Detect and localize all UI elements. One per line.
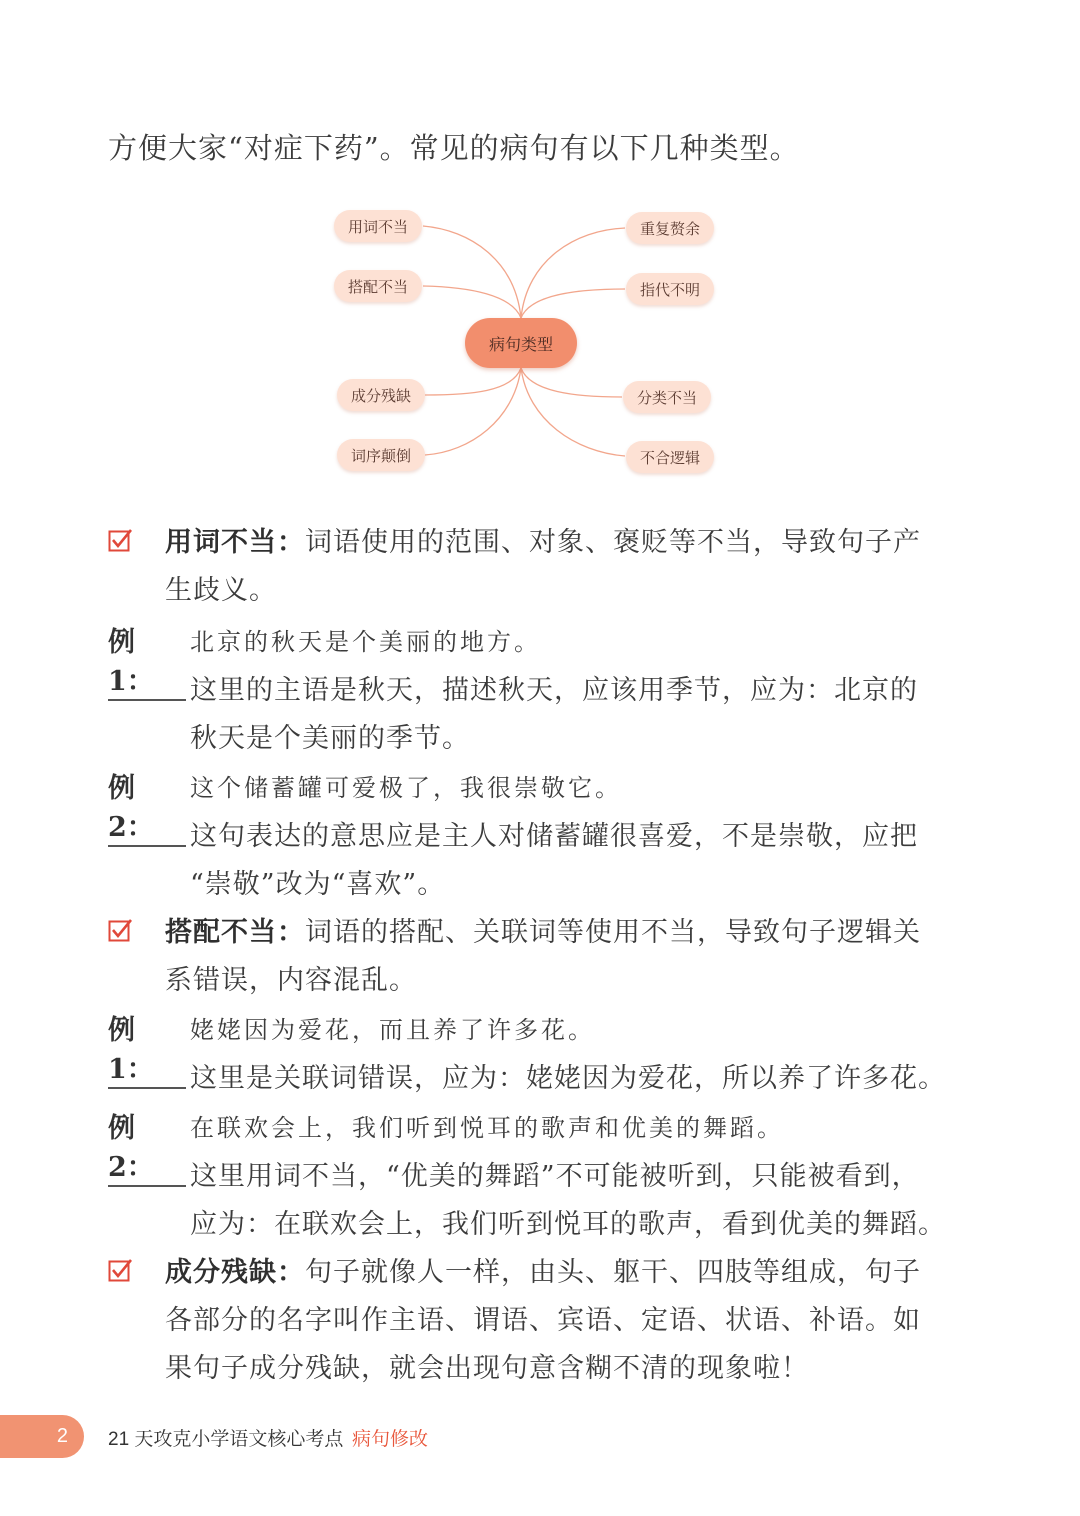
section-3-term: 成分残缺： bbox=[165, 1257, 305, 1288]
book-title: 21 天攻克小学语文核心考点 bbox=[108, 1429, 344, 1450]
mindmap-node-left-1: 用词不当 bbox=[334, 210, 422, 242]
example-label: 例 2： bbox=[108, 1106, 186, 1187]
section-3-line-3: 果句子成分残缺，就会出现句意含糊不清的现象啦！ bbox=[165, 1353, 809, 1384]
example-explanation: 这里用词不当，“优美的舞蹈”不可能被听到，只能被看到， bbox=[190, 1161, 920, 1192]
checkbox-checked-icon bbox=[108, 918, 132, 942]
example-sentence: 北京的秋天是个美丽的地方。 bbox=[190, 628, 541, 656]
section-1-line-2: 生歧义。 bbox=[165, 575, 277, 606]
section-2-desc: 词语的搭配、关联词等使用不当，导致句子逻辑关 bbox=[305, 917, 921, 948]
mindmap-node-right-2: 指代不明 bbox=[626, 273, 714, 305]
example-label: 例 1： bbox=[108, 620, 186, 701]
section-2-term: 搭配不当： bbox=[165, 917, 305, 948]
example-label: 例 1： bbox=[108, 1008, 186, 1089]
mindmap-node-right-3: 分类不当 bbox=[623, 381, 711, 413]
example-explanation: 秋天是个美丽的季节。 bbox=[190, 723, 470, 754]
mindmap-node-right-4: 不合逻辑 bbox=[626, 441, 714, 473]
mindmap-center-node: 病句类型 bbox=[465, 318, 577, 368]
example-sentence: 在联欢会上，我们听到悦耳的歌声和优美的舞蹈。 bbox=[190, 1114, 784, 1142]
mindmap-node-left-3: 成分残缺 bbox=[337, 379, 425, 411]
chapter-topic: 病句修改 bbox=[352, 1429, 429, 1450]
section-3-line-1 bbox=[165, 1250, 921, 1289]
mindmap-node-left-4: 词序颠倒 bbox=[337, 439, 425, 471]
example-explanation: 这句表达的意思应是主人对储蓄罐很喜爱，不是崇敬，应把 bbox=[190, 821, 918, 852]
page-number-tab bbox=[0, 1415, 84, 1458]
example-sentence: 这个储蓄罐可爱极了，我很崇敬它。 bbox=[190, 774, 622, 802]
page-number: 2 bbox=[56, 1425, 68, 1447]
example-explanation: 这里的主语是秋天，描述秋天，应该用季节，应为：北京的 bbox=[190, 675, 918, 706]
example-explanation: “崇敬”改为“喜欢”。 bbox=[190, 869, 446, 900]
section-2-line-1 bbox=[165, 910, 921, 949]
section-3-line-2: 各部分的名字叫作主语、谓语、宾语、定语、状语、补语。如 bbox=[165, 1305, 921, 1336]
section-1-desc: 词语使用的范围、对象、褒贬等不当，导致句子产 bbox=[305, 527, 921, 558]
section-2-line-2: 系错误，内容混乱。 bbox=[165, 965, 417, 996]
example-sentence: 姥姥因为爱花，而且养了许多花。 bbox=[190, 1016, 595, 1044]
section-1-term: 用词不当： bbox=[165, 527, 305, 558]
example-explanation: 应为：在联欢会上，我们听到悦耳的歌声，看到优美的舞蹈。 bbox=[190, 1209, 946, 1240]
mindmap-connectors bbox=[0, 0, 1080, 520]
mindmap-node-left-2: 搭配不当 bbox=[334, 270, 422, 302]
example-explanation: 这里是关联词错误，应为：姥姥因为爱花，所以养了许多花。 bbox=[190, 1063, 946, 1094]
example-label: 例 2： bbox=[108, 766, 186, 847]
checkbox-checked-icon bbox=[108, 1258, 132, 1282]
mindmap-node-right-1: 重复赘余 bbox=[626, 212, 714, 244]
section-1-line-1 bbox=[165, 520, 921, 559]
section-3-desc: 句子就像人一样，由头、躯干、四肢等组成，句子 bbox=[305, 1257, 921, 1288]
intro-text: 方便大家“对症下药”。常见的病句有以下几种类型。 bbox=[108, 131, 800, 165]
checkbox-checked-icon bbox=[108, 528, 132, 552]
